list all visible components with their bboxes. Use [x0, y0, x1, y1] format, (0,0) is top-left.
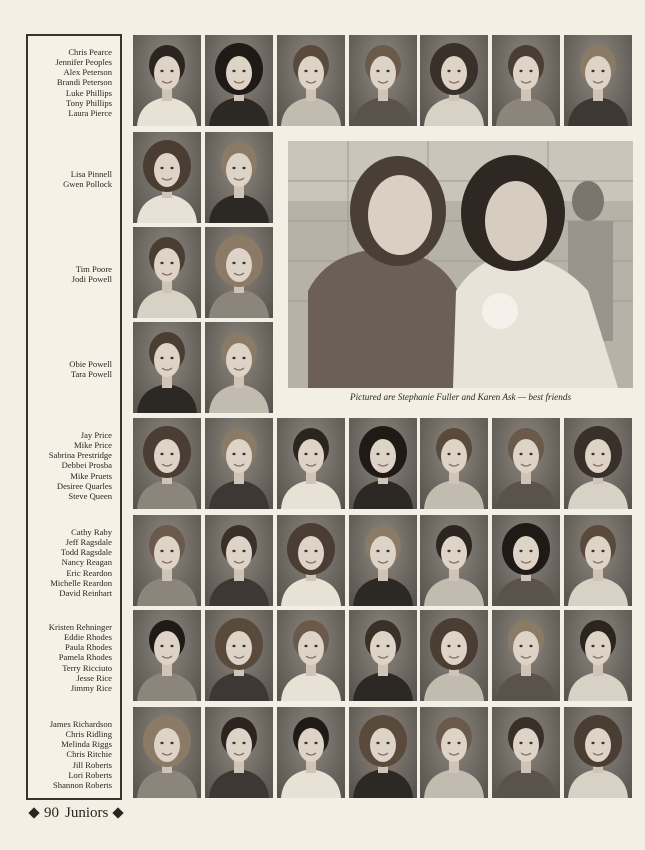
student-portrait	[205, 322, 273, 413]
student-name: Todd Ragsdale	[60, 547, 112, 558]
portrait-silhouette	[420, 610, 488, 701]
student-name: Eddie Rhodes	[64, 632, 112, 643]
portrait-silhouette	[349, 707, 417, 798]
student-portrait	[133, 515, 201, 606]
name-group	[50, 527, 112, 598]
portrait-silhouette	[205, 418, 273, 509]
student-portrait	[564, 610, 632, 701]
portrait-silhouette	[564, 35, 632, 126]
name-group	[72, 264, 112, 284]
student-portrait	[492, 35, 560, 126]
student-name: Brandi Peterson	[56, 77, 112, 88]
student-portrait	[133, 610, 201, 701]
student-name: Pamela Rhodes	[58, 652, 112, 663]
student-portrait	[564, 707, 632, 798]
student-name: Terry Ricciuto	[62, 662, 112, 673]
student-name: Luke Phillips	[65, 87, 112, 98]
student-name: Tim Poore	[75, 264, 112, 275]
student-portrait	[420, 707, 488, 798]
student-portrait	[277, 35, 345, 126]
student-name: Cathy Raby	[71, 527, 112, 538]
student-name: Michelle Reardon	[50, 577, 112, 588]
portrait-silhouette	[564, 418, 632, 509]
student-portrait	[420, 515, 488, 606]
portrait-silhouette	[277, 515, 345, 606]
name-group	[49, 622, 112, 693]
name-list-panel	[26, 34, 122, 800]
student-portrait	[349, 418, 417, 509]
portrait-silhouette	[420, 707, 488, 798]
student-portrait	[205, 418, 273, 509]
student-portrait	[277, 515, 345, 606]
student-portrait	[492, 515, 560, 606]
portrait-silhouette	[349, 35, 417, 126]
student-name: Lisa Pinnell	[70, 169, 112, 180]
student-name: Kristen Rehninger	[48, 622, 112, 633]
candid-photo	[288, 141, 633, 388]
student-portrait	[349, 35, 417, 126]
student-name: Nancy Reagan	[61, 557, 112, 568]
student-name: Chris Ritchie	[66, 749, 112, 760]
portrait-silhouette	[133, 227, 201, 318]
portrait-silhouette	[349, 515, 417, 606]
name-group	[50, 719, 112, 790]
student-name: David Reinhart	[59, 587, 112, 598]
portrait-silhouette	[492, 515, 560, 606]
student-name: Jennifer Peoples	[55, 57, 112, 68]
student-name: Debbei Prosba	[61, 460, 112, 471]
portrait-silhouette	[349, 610, 417, 701]
student-portrait	[133, 418, 201, 509]
student-name: Mike Pruets	[70, 470, 112, 481]
student-portrait	[420, 610, 488, 701]
portrait-silhouette	[133, 35, 201, 126]
portrait-silhouette	[133, 418, 201, 509]
diamond-bullet-icon	[113, 807, 124, 818]
student-portrait	[277, 610, 345, 701]
portrait-silhouette	[492, 418, 560, 509]
portrait-silhouette	[205, 132, 273, 223]
portrait-silhouette	[205, 35, 273, 126]
student-name: Lori Roberts	[68, 769, 112, 780]
student-portrait	[564, 515, 632, 606]
portrait-silhouette	[564, 707, 632, 798]
portrait-silhouette	[349, 418, 417, 509]
portrait-silhouette	[205, 610, 273, 701]
student-portrait	[133, 227, 201, 318]
student-portrait	[205, 35, 273, 126]
diamond-bullet-icon	[28, 807, 39, 818]
student-name: Jeff Ragsdale	[65, 537, 112, 548]
page-number: 90	[44, 805, 59, 821]
name-group	[49, 430, 112, 501]
student-name: Laura Pierce	[68, 107, 112, 118]
student-portrait	[349, 610, 417, 701]
student-portrait	[277, 707, 345, 798]
student-portrait	[205, 707, 273, 798]
portrait-silhouette	[277, 610, 345, 701]
student-portrait	[205, 227, 273, 318]
page-footer	[30, 803, 122, 823]
student-portrait	[277, 418, 345, 509]
section-title: Juniors	[65, 805, 109, 821]
student-portrait	[133, 707, 201, 798]
portrait-silhouette	[420, 35, 488, 126]
portrait-silhouette	[133, 610, 201, 701]
photo-caption: Pictured are Stephanie Fuller and Karen Ask — best friends	[349, 392, 572, 402]
portrait-silhouette	[205, 515, 273, 606]
student-portrait	[133, 322, 201, 413]
student-portrait	[564, 35, 632, 126]
portrait-silhouette	[133, 707, 201, 798]
student-portrait	[492, 707, 560, 798]
student-name: Paula Rhodes	[64, 642, 112, 653]
portrait-silhouette	[564, 515, 632, 606]
student-name: Jesse Rice	[76, 672, 112, 683]
student-portrait	[564, 418, 632, 509]
student-name: Steve Queen	[68, 490, 112, 501]
student-portrait	[133, 35, 201, 126]
student-name: Desiree Quarles	[56, 480, 112, 491]
student-name: Gwen Pollock	[63, 179, 112, 190]
student-name: James Richardson	[49, 719, 112, 730]
student-name: Shannon Roberts	[53, 779, 112, 790]
student-portrait	[205, 132, 273, 223]
portrait-silhouette	[277, 35, 345, 126]
name-group	[55, 47, 112, 118]
portrait-silhouette	[492, 707, 560, 798]
student-portrait	[349, 707, 417, 798]
candid-photo-illustration	[288, 141, 633, 388]
portrait-silhouette	[420, 515, 488, 606]
student-portrait	[492, 610, 560, 701]
student-name: Tara Powell	[70, 369, 112, 380]
portrait-silhouette	[492, 35, 560, 126]
student-name: Jimmy Rice	[70, 682, 112, 693]
name-group	[63, 169, 112, 189]
student-name: Melinda Riggs	[61, 739, 112, 750]
student-portrait	[492, 418, 560, 509]
portrait-silhouette	[205, 322, 273, 413]
student-name: Jay Price	[80, 430, 112, 441]
student-portrait	[349, 515, 417, 606]
student-name: Chris Pearce	[68, 47, 112, 58]
portrait-silhouette	[564, 610, 632, 701]
portrait-silhouette	[133, 132, 201, 223]
student-portrait	[420, 418, 488, 509]
portrait-silhouette	[420, 418, 488, 509]
student-portrait	[420, 35, 488, 126]
portrait-silhouette	[492, 610, 560, 701]
student-name: Obie Powell	[69, 359, 112, 370]
student-name: Eric Reardon	[66, 567, 112, 578]
portrait-silhouette	[133, 322, 201, 413]
name-group	[69, 359, 112, 379]
student-name: Jill Roberts	[72, 759, 112, 770]
portrait-silhouette	[205, 227, 273, 318]
student-name: Alex Peterson	[63, 67, 112, 78]
student-name: Mike Price	[74, 440, 112, 451]
student-portrait	[205, 515, 273, 606]
student-portrait	[205, 610, 273, 701]
student-name: Jodi Powell	[71, 274, 112, 285]
portrait-silhouette	[277, 418, 345, 509]
student-name: Sabrina Prestridge	[48, 450, 112, 461]
portrait-silhouette	[205, 707, 273, 798]
student-name: Tony Phillips	[66, 97, 112, 108]
portrait-silhouette	[277, 707, 345, 798]
student-name: Chris Ridling	[65, 729, 112, 740]
student-portrait	[133, 132, 201, 223]
portrait-silhouette	[133, 515, 201, 606]
